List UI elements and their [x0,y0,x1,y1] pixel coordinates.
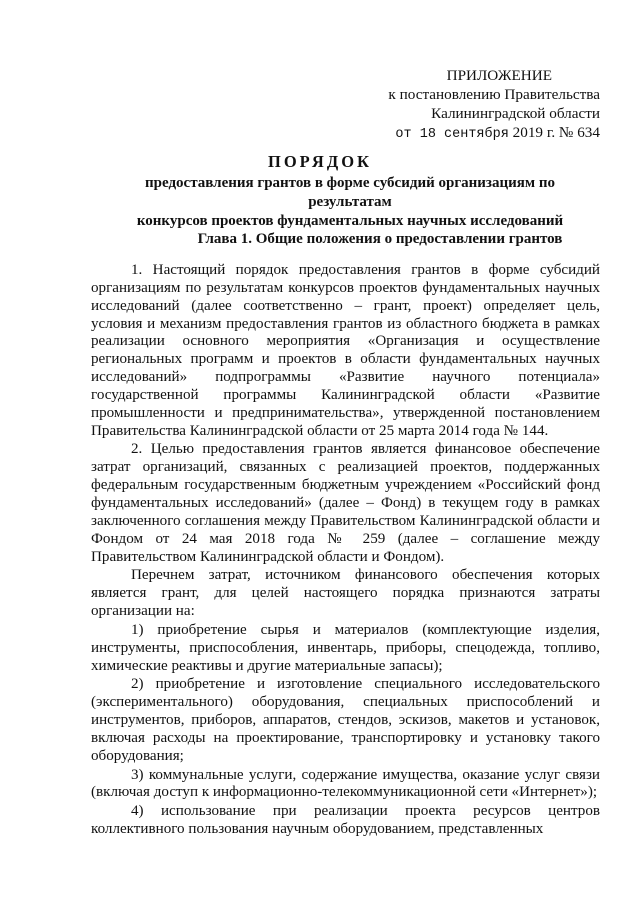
paragraph-5: 2) приобретение и изготовление специального исследовательского (экспериментального) оборудования, специальных приспособлений и инструментов, приборов, аппаратов, стендов, эскизов, макетов и установок, включая расходы на проектирование, транспортировку и установку такого оборудования; [91,676,600,764]
paragraph-1: 1. Настоящий порядок предоставления грантов в форме субсидий организациям по результатам конкурсов проектов фундаментальных научных исследований (далее соответственно – грант, проект) определяет цель, условия и механизм предоставления грантов из областного бюджета в рамках реализации основного мероприятия «Организация и осуществление региональных программ и проектов в области фундаментальных научных исследований» подпрограммы «Развитие научного потенциала» государственной программы Калининградской области «Развитие промышленности и предпринимательства», утвержденной постановлением Правительства Калининградской области от 25 марта 2014 года № 144. [91,262,600,439]
chapter-heading: Глава 1. Общие положения о предоставлении грантов [197,231,563,247]
appendix-line-1: к постановлению Правительства [388,86,600,103]
document-subtitle-line-1: предоставления грантов в форме субсидий организациям по результатам [145,175,555,210]
paragraph-7: 4) использование при реализации проекта ресурсов центров коллективного пользования научным оборудованием, представленных [91,803,600,838]
paragraph-2: 2. Целью предоставления грантов является финансовое обеспечение затрат организаций, связанных с реализацией проектов, поддержанных федеральным государственным бюджетным учреждением «Российский фонд фундаментальных исследований» (далее – Фонд) в текущем году в рамках заключенного соглашения между Правительством Калининградской области и Фондом от 24 мая 2018 года № 259 (далее – соглашение между Правительством Калининградской области и Фондом). [91,441,600,565]
appendix-header [388,66,600,144]
document-body [91,262,600,839]
appendix-line-2: Калининградской области [431,105,600,122]
appendix-date-prefix: от 18 сентября [395,127,509,142]
paragraph-4: 1) приобретение сырья и материалов (комплектующие изделия, инструменты, приспособления, инвентарь, приборы, спецодежда, топливо, химические реактивы и другие материальные запасы); [91,621,600,674]
appendix-date-suffix: 2019 г. № 634 [512,124,600,141]
paragraph-3: Перечнем затрат, источником финансового обеспечения которых является грант, для целей настоящего порядка признаются затраты организации на: [91,567,600,620]
appendix-date [388,123,600,144]
document-title: ПОРЯДОК [268,152,372,171]
appendix-title: ПРИЛОЖЕНИЕ [446,67,552,84]
document-subtitle [110,174,590,231]
document-subtitle-line-2: конкурсов проектов фундаментальных научных исследований [136,213,564,229]
paragraph-6: 3) коммунальные услуги, содержание имущества, оказание услуг связи (включая доступ к информационно-телекоммуникационной сети «Интернет»); [91,766,600,801]
